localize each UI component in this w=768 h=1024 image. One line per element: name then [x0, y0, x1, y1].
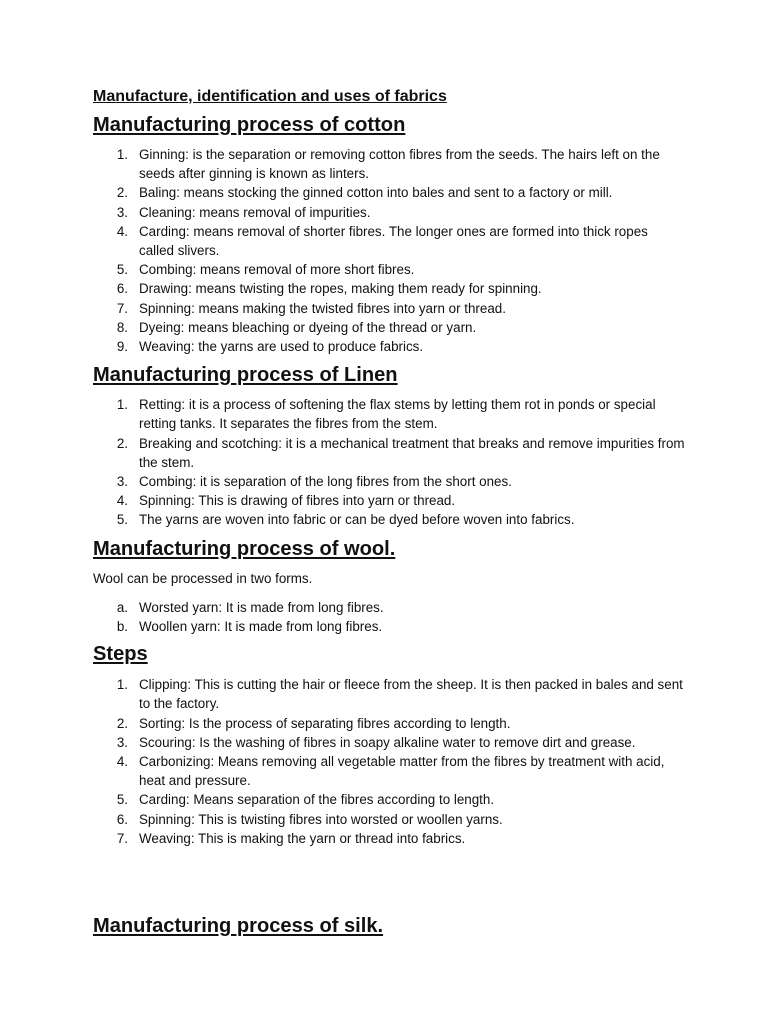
- list-item-text: Cleaning: means removal of impurities.: [139, 204, 371, 220]
- list-item-text: Baling: means stocking the ginned cotton into bales and sent to a factory or mill.: [139, 185, 613, 201]
- list-item: 5. Carding: Means separation of the fibres according to length.: [116, 792, 495, 808]
- list-item-text: Drawing: means twisting the ropes, making them ready for spinning.: [139, 281, 542, 297]
- list-item-text: Clipping: This is cutting the hair or fleece from the sheep. It is then packed in bales and sent to the factory.: [139, 677, 683, 712]
- list-item-text: Weaving: This is making the yarn or thread into fabrics.: [139, 830, 466, 846]
- cotton-process-list: [93, 145, 685, 356]
- list-item: 4. Carding: means removal of shorter fibres. The longer ones are formed into thick ropes called slivers.: [116, 223, 648, 259]
- list-item-text: Carding: means removal of shorter fibres. The longer ones are formed into thick ropes called slivers.: [139, 223, 648, 259]
- list-item-text: Sorting: Is the process of separating fibres according to length.: [139, 715, 511, 731]
- list-item-text: Dyeing: means bleaching or dyeing of the thread or yarn.: [139, 319, 477, 335]
- list-item: 3. Combing: it is separation of the long fibres from the short ones.: [116, 474, 512, 490]
- heading-wool: Manufacturing process of wool.: [93, 537, 396, 560]
- list-item: 1. Clipping: This is cutting the hair or fleece from the sheep. It is then packed in bales and sent to the factory.: [116, 677, 683, 712]
- list-item-text: Retting: it is a process of softening the flax stems by letting them rot in ponds or special retting tanks. It separates the fibres from the stem.: [139, 397, 656, 432]
- heading-silk: Manufacturing process of silk.: [93, 915, 384, 938]
- list-item-text: Worsted yarn: It is made from long fibres.: [139, 599, 384, 615]
- list-item: 4. Spinning: This is drawing of fibres into yarn or thread.: [116, 493, 456, 509]
- heading-linen: Manufacturing process of Linen: [93, 364, 398, 387]
- linen-process-list: [93, 395, 685, 529]
- list-item: 2. Baling: means stocking the ginned cotton into bales and sent to a factory or mill.: [116, 185, 613, 201]
- list-item-text: Woollen yarn: It is made from long fibres.: [139, 619, 383, 635]
- list-item: 9. Weaving: the yarns are used to produce fabrics.: [116, 339, 424, 355]
- list-item-text: Combing: it is separation of the long fibres from the short ones.: [139, 474, 512, 490]
- list-item: a. Worsted yarn: It is made from long fibres.: [116, 599, 384, 615]
- wool-steps-list: [93, 675, 685, 848]
- list-item: 5. Combing: means removal of more short fibres.: [116, 262, 415, 278]
- list-item: b. Woollen yarn: It is made from long fibres.: [116, 619, 383, 635]
- list-item-text: Spinning: means making the twisted fibres into yarn or thread.: [139, 300, 506, 316]
- list-item-text: Weaving: the yarns are used to produce fabrics.: [139, 339, 424, 355]
- list-item-text: Carbonizing: Means removing all vegetable matter from the fibres by treatment with acid, heat and pressure.: [139, 754, 665, 789]
- document-title: Manufacture, identification and uses of fabrics: [93, 88, 447, 105]
- wool-forms-list: [93, 598, 685, 636]
- list-item: 6. Drawing: means twisting the ropes, making them ready for spinning.: [116, 281, 542, 297]
- list-item-text: Scouring: Is the washing of fibres in soapy alkaline water to remove dirt and grease.: [139, 734, 636, 750]
- list-item: 1. Ginning: is the separation or removing cotton fibres from the seeds. The hairs left on the seeds after ginning is known as linters.: [116, 147, 660, 182]
- list-item: 2. Breaking and scotching: it is a mechanical treatment that breaks and remove impurities from the stem.: [116, 435, 685, 470]
- list-item: 5. The yarns are woven into fabric or can be dyed before woven into fabrics.: [116, 512, 575, 528]
- list-item: 1. Retting: it is a process of softening the flax stems by letting them rot in ponds or special retting tanks. It separates the fibres from the stem.: [116, 397, 656, 432]
- list-item-text: Breaking and scotching: it is a mechanical treatment that breaks and remove impurities from the stem.: [139, 435, 685, 470]
- list-item-text: Spinning: This is drawing of fibres into yarn or thread.: [139, 493, 456, 509]
- list-item: 3. Scouring: Is the washing of fibres in soapy alkaline water to remove dirt and grease.: [116, 734, 636, 750]
- list-item-text: Combing: means removal of more short fibres.: [139, 262, 415, 278]
- document-page: [93, 86, 685, 936]
- list-item-text: Spinning: This is twisting fibres into worsted or woollen yarns.: [139, 811, 503, 827]
- list-item: 3. Cleaning: means removal of impurities.: [116, 204, 371, 220]
- list-item: 7. Weaving: This is making the yarn or thread into fabrics.: [116, 830, 466, 846]
- list-item-text: Carding: Means separation of the fibres according to length.: [139, 792, 495, 808]
- list-item-text: Ginning: is the separation or removing cotton fibres from the seeds. The hairs left on the seeds after ginning is known as linters.: [139, 147, 660, 182]
- list-item-text: The yarns are woven into fabric or can be dyed before woven into fabrics.: [139, 512, 575, 528]
- list-item: 4. Carbonizing: Means removing all vegetable matter from the fibres by treatment with acid, heat and pressure.: [116, 754, 665, 789]
- heading-steps: Steps: [93, 643, 148, 666]
- list-item: 2. Sorting: Is the process of separating fibres according to length.: [116, 715, 511, 731]
- wool-intro: Wool can be processed in two forms.: [93, 570, 313, 586]
- list-item: 6. Spinning: This is twisting fibres into worsted or woollen yarns.: [116, 811, 503, 827]
- list-item: 7. Spinning: means making the twisted fibres into yarn or thread.: [116, 300, 506, 316]
- heading-cotton: Manufacturing process of cotton: [93, 114, 406, 136]
- list-item: 8. Dyeing: means bleaching or dyeing of the thread or yarn.: [116, 319, 477, 335]
